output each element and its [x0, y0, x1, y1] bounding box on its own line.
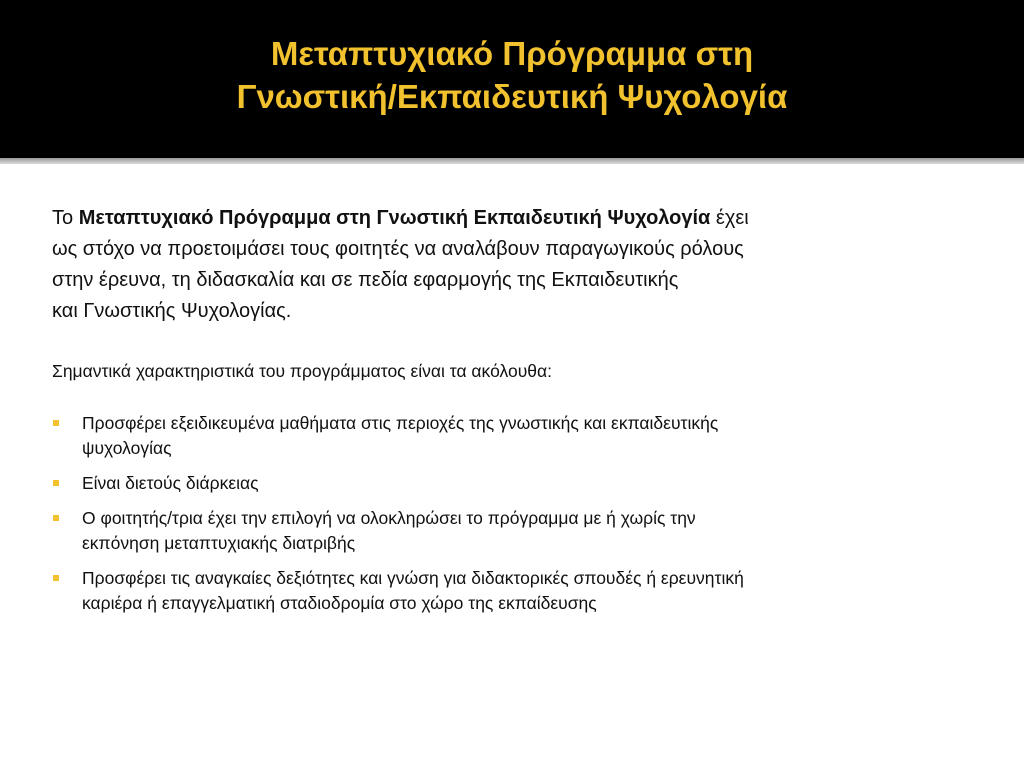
list-item-line-1: Προσφέρει εξειδικευμένα μαθήματα στις περιοχές της γνωστικής και εκπαιδευτικής: [82, 413, 719, 433]
list-item-line-2: καριέρα ή επαγγελματική σταδιοδρομία στο χώρο της εκπαίδευσης: [82, 593, 597, 613]
list-item-line-2: ψυχολογίας: [82, 438, 172, 458]
header-divider: [0, 158, 1024, 164]
list-item-line-1: Προσφέρει τις αναγκαίες δεξιότητες και γνώση για διδακτορικές σπουδές ή ερευνητική: [82, 568, 744, 588]
square-bullet-icon: [53, 480, 59, 486]
slide-title: [60, 32, 964, 118]
list-item: [52, 506, 962, 556]
slide-body: [52, 203, 962, 626]
list-item-line-1: Είναι διετούς διάρκειας: [82, 473, 259, 493]
intro-line-2: ως στόχο να προετοιμάσει τους φοιτητές να αναλάβουν παραγωγικούς ρόλους: [52, 238, 744, 260]
slide-title-line-2: Γνωστική/Εκπαιδευτική Ψυχολογία: [236, 78, 788, 115]
intro-program-name: Μεταπτυχιακό Πρόγραμμα στη Γνωστική Εκπαιδευτική Ψυχολογία: [78, 207, 711, 229]
slide-title-line-1: Μεταπτυχιακό Πρόγραμμα στη: [270, 35, 754, 72]
square-bullet-icon: [53, 575, 59, 581]
intro-paragraph: [52, 203, 962, 327]
list-item: [52, 471, 962, 496]
list-item-line-2: εκπόνηση μεταπτυχιακής διατριβής: [82, 533, 356, 553]
intro-line-3: στην έρευνα, τη διδασκαλία και σε πεδία εφαρμογής της Εκπαιδευτικής: [52, 269, 679, 291]
list-item: [52, 411, 962, 461]
intro-line-1-rest: έχει: [710, 207, 749, 229]
square-bullet-icon: [53, 515, 59, 521]
intro-prefix: Το: [52, 207, 79, 229]
list-item: [52, 566, 962, 616]
intro-line-4: και Γνωστικής Ψυχολογίας.: [52, 300, 292, 322]
list-item-line-1: Ο φοιτητής/τρια έχει την επιλογή να ολοκληρώσει το πρόγραμμα με ή χωρίς την: [82, 508, 696, 528]
features-heading: Σημαντικά χαρακτηριστικά του προγράμματος είναι τα ακόλουθα:: [52, 361, 552, 381]
features-list: [52, 411, 962, 616]
slide-header: [0, 0, 1024, 158]
square-bullet-icon: [53, 420, 59, 426]
